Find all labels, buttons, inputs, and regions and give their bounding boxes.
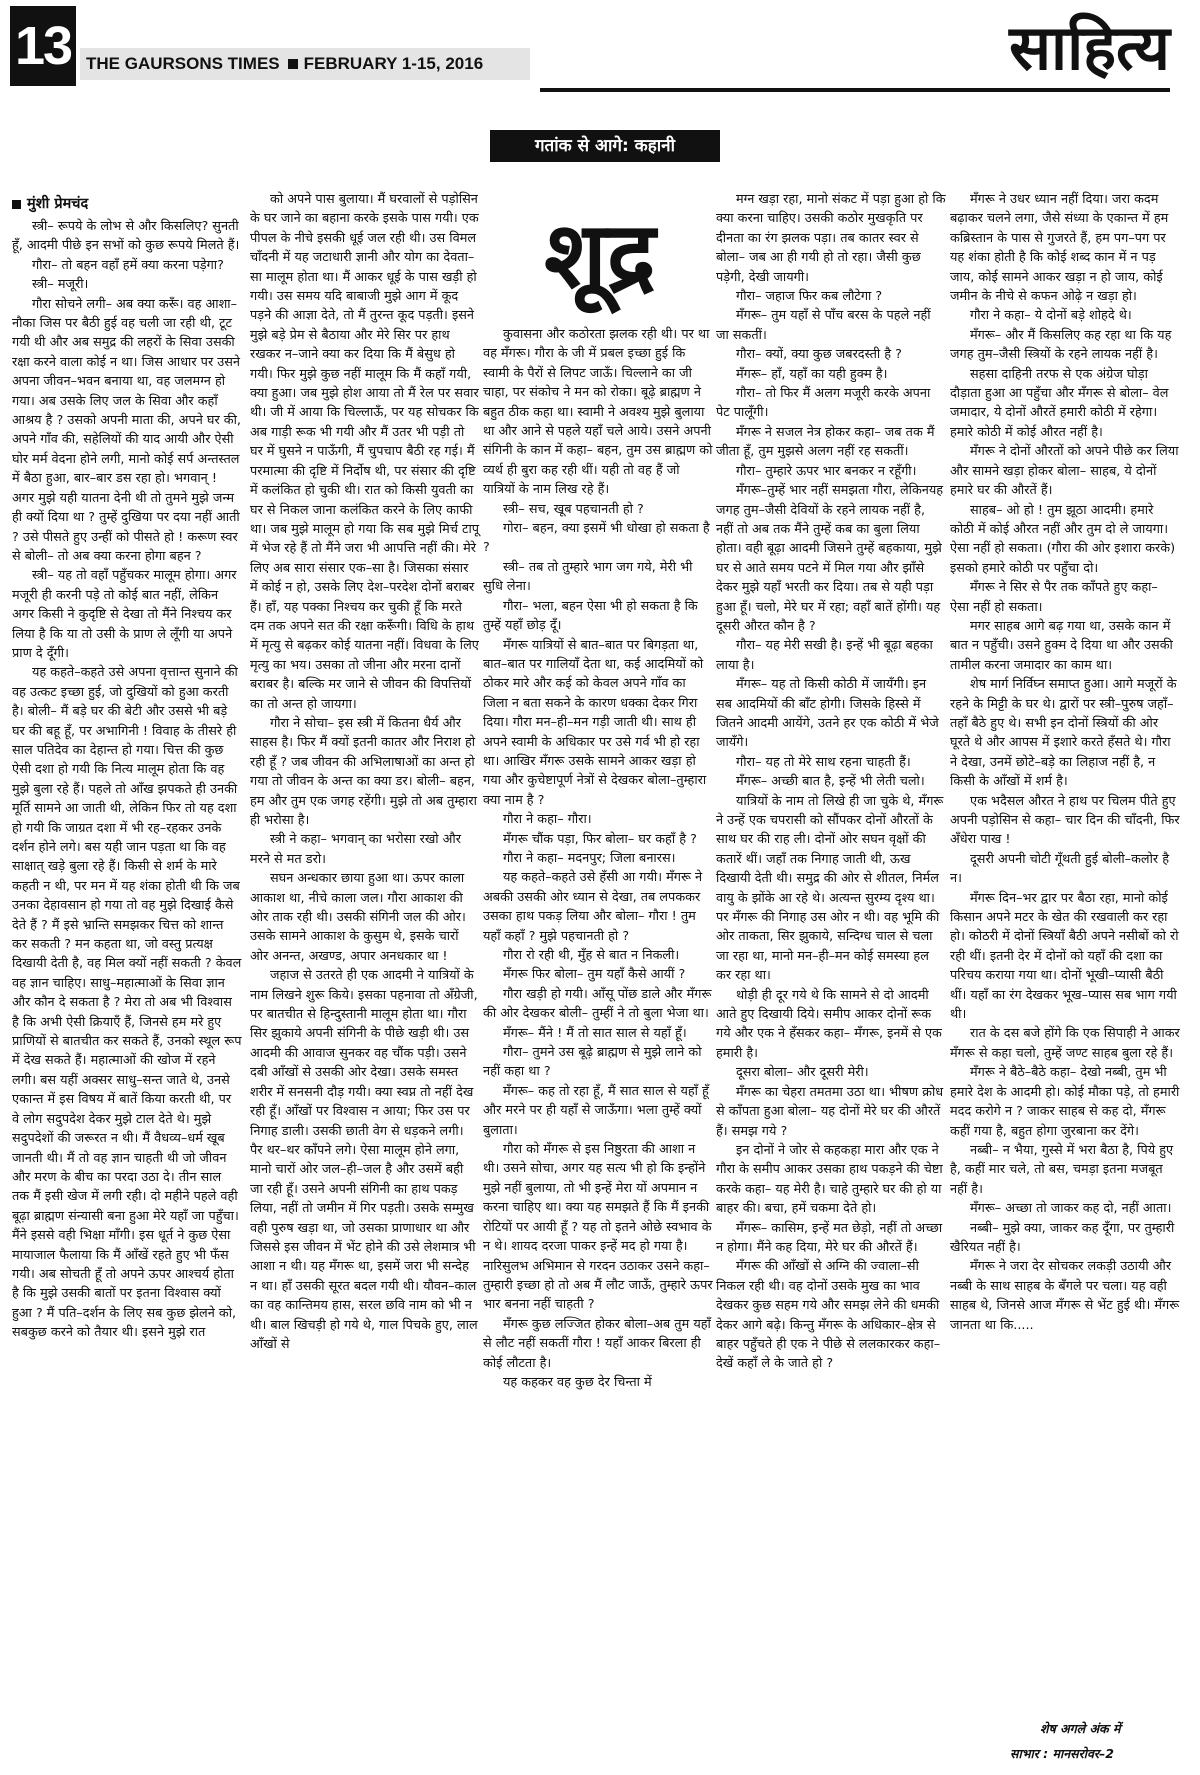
paragraph: गौरा ने सोचा– इस स्त्री में कितना धैर्य और साहस है। फिर मैं क्यों इतनी कातर और निराश हो रही हूँ ? जब जीवन की अभिलाषाओं का अन्त हो गया तो जीवन के अन्त का क्या डर। बोली– बहन, हम और तुम एक जगह रहेंगी। मुझे तो अब तुम्हारा ही भरोसा है। (250, 715, 477, 828)
page-header (0, 0, 1200, 90)
paragraph: सहसा दाहिनी तरफ से एक अंग्रेज घोड़ा दौड़ाता हुआ आ पहुँचा और मँगरू से बोला– वेल जमादार, ये दोनों औरतें हमारी कोठी में रहेगा। हमारे कोठी में कोई औरत नहीं है। (950, 366, 1169, 440)
paragraph: गौरा– तो बहन वहाँ हमें क्या करना पड़ेगा? (32, 257, 224, 273)
header-rule (540, 88, 1170, 92)
paragraph: गौरा खड़ी हो गयी। आँसू पोंछ डाले और मँगरू की ओर देखकर बोली– तुम्हीं ने तो बुला भेजा था। (483, 986, 712, 1022)
paragraph: मँगरू– मैंने ! मैं तो सात साल से यहाँ हूँ। (503, 1025, 687, 1041)
paragraph: गौरा ने कहा– गौरा। (503, 812, 592, 828)
paragraph: गौरा को मँगरू से इस निष्ठुरता की आशा न थी। उसने सोचा, अगर यह सत्य भी हो कि इन्होंने मुझे नहीं बुलाया, तो भी इन्हें मेरा यों अपमान न करना चाहिए था। क्या यह समझते हैं कि मैं इनकी रोटियों पर आयी हूँ ? यह तो इतने ओछे स्वभाव के न थे। शायद दरजा पाकर इन्हें मद हो गया है। नारिसुलभ अभिमान से गरदन उठाकर उसने कहा– तुम्हारी इच्छा हो तो अब मैं लौट जाऊँ, तुम्हारे ऊपर भार बनना नहीं चाहती ? (483, 1142, 713, 1313)
paragraph: मँगरू– कासिम, इन्हें मत छेड़ो, नहीं तो अच्छा न होगा। मैंने कह दिया, मेरे घर की औरतें हैं। (716, 1220, 943, 1255)
paragraph: मँगरू ने सिर से पैर तक काँपते हुए कहा– ऐसा नहीं हो सकता। (950, 580, 1158, 615)
author-byline (12, 193, 242, 215)
paragraph: मँगरू फिर बोला– तुम यहाँ कैसे आयीं ? (503, 967, 686, 983)
paragraph: को अपने पास बुलाया। मैं घरवालों से पड़ोसिन के घर जाने का बहाना करके इसके पास गयी। एक पीपल के नीचे इसकी धूई जल रही थी। उस विमल चाँदनी में यह जटाधारी ज्ञानी और योग का देवता–सा मालूम होता था। मैं आकर धूई के पास खड़ी हो गयी। उस समय यदि बाबाजी मुझे आग में कूद पड़ने की आज्ञा देते, तो मैं तुरन्त कूद पड़ती। इसने मुझे बड़े प्रेम से बैठाया और मेरे सिर पर हाथ रखकर न–जाने क्या कर दिया कि मैं बेसुध हो गयी। फिर मुझे कुछ नहीं मालूम कि मैं कहाँ गयी, क्या हुआ। जब मुझे होश आया तो मैं रेल पर सवार थी। जी में आया कि चिल्लाऊँ, पर यह सोचकर कि अब गाड़ी रूक भी गयी और मैं उतर भी पड़ी तो घर में घुसने न पाऊँगी, मैं चुपचाप बैठी रह गई। मैं परमात्मा की दृष्टि में निर्दोष थी, पर संसार की दृष्टि में कलंकित हो चुकी थी। रात को किसी युवती का घर से निकल जाना कलंकित करने के लिए काफी था। जब मुझे मालूम हो गया कि सब मुझे मिर्च टापू में भेज रहे हैं तो मैंने जरा भी आपत्ति नहीं की। मेरे लिए अब सारा संसार एक–सा है। जिसका संसार में कोई न हो, उसके लिए देश–परदेश दोनों बराबर हैं। हाँ, यह पक्का निश्चय कर चुकी हूँ कि मरते दम तक अपने सत की रक्षा करूँगी। विधि के हाथ में मृत्यु से बढ़कर कोई यातना नहीं। विधवा के लिए मृत्यु का भय। उसका तो जीना और मरना दानों बराबर है। बल्कि मर जाने से जीवन की विपत्तियों का तो अन्त हो जायगा। (250, 192, 480, 712)
paragraph: मँगरू कुछ लज्जित होकर बोला–अब तुम यहाँ से लौट नहीं सकतीं गौरा ! यहाँ आकर बिरला ही कोई लौटता है। (483, 1316, 711, 1371)
paragraph: गौरा– यह तो मेरे साथ रहना चाहती हैं। (736, 754, 911, 770)
paragraph: थोड़ी ही दूर गये थे कि सामने से दो आदमी आते हुए दिखायी दिये। समीप आकर दोनों रूक गये और एक ने हँसकर कहा– मँगरू, इनमें से एक हमारी है। (716, 987, 942, 1061)
paragraph: मँगरू– कह तो रहा हूँ, मैं सात साल से यहाँ हूँ और मरने पर ही यहाँ से जाऊँगा। भला तुम्हें क्यों बुलाता। (483, 1083, 709, 1138)
story-title: शूद्र (544, 201, 656, 309)
paragraph: मँगरू दिन–भर द्वार पर बैठा रहा, मानो कोई किसान अपने मटर के खेत की रखवाली कर रहा हो। कोठरी में दोनों स्त्रियाँ बैठी अपने नसीबों को रो रही थीं। इतनी देर में दोनों को यहाँ की दशा का परिचय कराया गया था। दोनों भूखी–प्यासी बैठी थीं। यहाँ का रंग देखकर भूख–प्यास सब भाग गयी थी। (950, 890, 1179, 1023)
paragraph: मँगरू–तुम्हें भार नहीं समझता गौरा, लेकिनयह जगह तुम–जैसी देवियों के रहने लायक नहीं है, नहीं तो अब तक मैंने तुम्हें कब का बुला लिया होता। वही बूढ़ा आदमी जिसने तुम्हें बहकाया, मुझे घर से आते समय पटने में मिल गया और झाँसे देकर मुझे यहाँ भरती कर दिया। तब से यही पड़ा हुआ हूँ। चलो, मेरे घर में रहा; वहाँ बातें होंगी। यह दूसरी औरत कौन है ? (716, 483, 944, 634)
article-column-1 (12, 193, 242, 1343)
paragraph: साहब– ओ हो ! तुम झूठा आदमी। हमारे कोठी में कोई औरत नहीं और तुम दो ले जायगा। ऐसा नहीं हो सकता। (गौरा की ओर इशारा करके) इसको हमारे कोठी पर पहुँचा दो। (950, 502, 1176, 576)
continued-note: शेष अगले अंक में (1040, 1721, 1121, 1736)
paragraph: गोरा– बहन, क्या इसमें भी धोखा हो सकता है ? (483, 521, 710, 556)
paragraph: मँगरू– और मैं किसलिए कह रहा था कि यह जगह तुम–जैसी स्त्रियों के रहने लायक नहीं है। (950, 327, 1172, 363)
paragraph: शेष मार्ग निर्विघ्न समाप्त हुआ। आगे मजूरों के रहने के मिट्टी के घर थे। द्वारों पर स्त्री–पुरुष जहाँ–तहाँ बैठे हुए थे। सभी इन दोनों स्त्रियों की ओर घूरते थे और आपस में इशारे करते हँसते थे। गौरा ने देखा, उनमें छोटे–बड़े का लिहाज नहीं है, न किसी के आँखों में शर्म है। (950, 677, 1177, 790)
paragraph: गौरा– यह मेरी सखी है। इन्हें भी बूढ़ा बहका लाया है। (716, 638, 933, 673)
paragraph: स्त्री– रूपये के लोभ से और किसलिए? सुनती हूँ, आदमी पीछे इन सभों को कुछ रूपये मिलते हैं। (12, 219, 240, 254)
paragraph: स्त्री ने कहा– भगवान् का भरोसा रखो और मरने से मत डरो। (250, 832, 461, 867)
paragraph: रात के दस बजे होंगे कि एक सिपाही ने आकर मँगरू से कहा चलो, तुम्हें जण्ट साहब बुला रहे हैं। (950, 1026, 1180, 1061)
paragraph: गौरा सोचने लगी– अब क्या करूँ। वह आशा–नौका जिस पर बैठी हुई वह चली जा रही थी, टूट गयी थी और अब समुद्र की लहरों के सिवा उसकी रक्षा करने वाला कोई न था। जिस आधार पर उसने अपना जीवन–भवन बनाया था, वह जलमग्न हो गया। अब उसके लिए जल के सिवा और कहाँ आश्रय है ? उसको अपनी माता की, अपने घर की, अपने गाँव की, सहेलियों की याद आयी और ऐसी घोर मर्म वेदना होने लगी, मानो कोई सर्प अन्तस्तल में बैठा हुआ, बार–बार डस रहा हो। भगवान् ! अगर मुझे यही यातना देनी थी तो तुमने मुझे जन्म ही क्यों दिया था ? तुम्हें दुखिया पर दया नहीं आती ? उसे पीसते हुए उन्हीं को पीसते हो ! करूण स्वर से बोली– तो अब क्या करना होगा बहन ? (12, 296, 241, 564)
article-column-5 (950, 190, 1180, 1335)
square-bullet-icon (12, 200, 21, 209)
paragraph: यह कहते–कहते उसे हँसी आ गयी। मँगरू ने अबकी उसकी ओर ध्यान से देखा, तब लपककर उसका हाथ पकड़ लिया और बोला– गौरा ! तुम यहाँ कहाँ ? मुझे पहचानती हो ? (483, 870, 703, 944)
paragraph: मँगरू यात्रियों से बात–बात पर बिगड़ता था, बात–बात पर गालियाँ देता था, कई आदमियों को ठोकर मारे और कई को केवल अपने गाँव का जिला न बता सकने के कारण धक्का देकर गिरा दिया। गौरा मन–ही–मन गड़ी जाती थी। साथ ही अपने स्वामी के अधिकार पर उसे गर्व भी हो रहा था। आखिर मँगरू उसके सामने आकर खड़ा हो गया और कुचेष्टापूर्ण नेत्रों से देखकर बोला–तुम्हारा क्या नाम है ? (483, 637, 707, 808)
paragraph: गौरा– क्यों, क्या कुछ जबरदस्ती है ? (736, 347, 902, 363)
masthead-bar (80, 48, 530, 80)
paragraph: इन दोनों ने जोर से कहकहा मारा और एक ने गौरा के समीप आकर उसका हाथ पकड़ने की चेष्टा करके कहा– यह मेरी है। चाहे तुम्हारे घर की हो या बाहर की। बचा, हमें चकमा देते हो। (716, 1142, 943, 1217)
paragraph: स्त्री– सच, खूब पहचानती हो ? (503, 501, 644, 517)
paragraph: यह कहकर वह कुछ देर चिन्ता में (503, 1374, 652, 1390)
paragraph: गौरा– तो फिर मैं अलग मजूरी करके अपना पेट पालूँगी। (716, 386, 931, 421)
paragraph: एक भदैसल औरत ने हाथ पर चिलम पीते हुए अपनी पड़ोसिन से कहा– चार दिन की चाँदनी, फिर अँधेरा पाख ! (950, 793, 1180, 848)
paragraph: मँगरू का चेहरा तमतमा उठा था। भीषण क्रोध से काँपता हुआ बोला– यह दोनों मेरे घर की औरतें हैं। समझ गये ? (716, 1084, 944, 1139)
article-column-4 (716, 190, 946, 1374)
paragraph: दूसरी अपनी चोटी गूँथती हुई बोली–कलोर है न। (950, 851, 1169, 887)
paragraph: स्त्री– यह तो वहाँ पहुँचकर मालूम होगा। अगर मजूरी ही करनी पड़े तो कोई बात नहीं, लेकिन अगर किसी ने कुदृष्टि से देखा तो मैंने निश्चय कर लिया है कि या तो उसी के प्राण ले लूँगी या अपने प्राण दे दूँगी। (12, 568, 237, 661)
paragraph: गौरा– तुमने उस बूढ़े ब्राह्मण से मुझे लाने को नहीं कहा था ? (483, 1045, 702, 1080)
paragraph: मँगरू की आँखों से अग्नि की ज्वाला–सी निकल रही थी। वह दोनों उसके मुख का भाव देखकर कुछ सहम गये और समझ लेने की धमकी देकर आगे बढ़े। किन्तु मँगरू के अधिकार–क्षेत्र से बाहर पहुँचते ही एक ने पीछे से ललकारकर कहा– देखें कहाँ ले के जाते हो ? (716, 1259, 941, 1372)
paragraph: नब्बी– न भैया, गुस्से में भरा बैठा है, पिये हुए है, कहीं मार चले, तो बस, चमड़ा इतना मजबूत नहीं है। (950, 1142, 1174, 1197)
paragraph: नब्बी– मुझे क्या, जाकर कह दूँगा, पर तुम्हारी खैरियत नहीं है। (950, 1220, 1175, 1255)
paragraph: गौरा– भला, बहन ऐसा भी हो सकता है कि तुम्हें यहाँ छोड़ दूँ। (483, 598, 698, 634)
paragraph: गौरा रो रही थी, मुँह से बात न निकली। (503, 948, 680, 963)
masthead-title: THE GAURSONS TIMES (86, 54, 280, 73)
paragraph: मँगरू ने बैठे–बैठे कहा– देखो नब्बी, तुम भी हमारे देश के आदमी हो। कोई मौका पड़े, तो हमारी मदद करोगे न ? जाकर साहब से कह दो, मँगरू कहीं गया है, बहुत होगा जुरबाना कर देंगे। (950, 1065, 1180, 1139)
page-number: 13 (10, 6, 76, 86)
paragraph: यात्रियों के नाम तो लिखे ही जा चुके थे, मँगरू ने उन्हें एक चपरासी को सौंपकर दोनों औरतों के साथ घर की राह ली। दोनों ओर सघन वृक्षों की कतारें थीं। जहाँ तक निगाह जाती थी, ऊख दिखायी देती थी। समुद्र की ओर से शीतल, निर्मल वायु के झोंके आ रहे थे। अत्यन्त सुरम्य दृश्य था। पर मँगरू की निगाह उस ओर न थी। वह भूमि की ओर ताकता, सिर झुकाये, सन्दिग्ध चाल से चला जा रहा था, मानो मन–ही–मन कोई समस्या हल कर रहा था। (716, 793, 944, 984)
paragraph: मगर साहब आगे बढ़ गया था, उसके कान में बात न पहुँची। उसने हुक्म दे दिया था और उसकी तामील करना जमादार का काम था। (950, 618, 1173, 673)
author-name: मुंशी प्रेमचंद (27, 196, 89, 212)
paragraph: मँगरू– तुम यहाँ से पाँच बरस के पहले नहीं जा सकतीं। (716, 308, 931, 343)
paragraph: गौरा ने कहा– मदनपुर; जिला बनारस। (503, 850, 676, 866)
paragraph: गौरा– जहाज फिर कब लौटेगा ? (736, 289, 883, 305)
continued-story-banner: गतांक से आगे: कहानी (490, 130, 720, 162)
paragraph: मँगरू चौंक पड़ा, फिर बोला– घर कहाँ है ? (503, 831, 697, 847)
issue-date: FEBRUARY 1-15, 2016 (303, 54, 484, 73)
paragraph: मँगरू– हाँ, यहाँ का यही हुक्म है। (736, 366, 888, 382)
paragraph: मँगरू– अच्छा तो जाकर कह दो, नहीं आता। (970, 1201, 1172, 1217)
paragraph: मँगरू ने उधर ध्यान नहीं दिया। जरा कदम बढ़ाकर चलने लगा, जैसे संध्या के एकान्त में हम कब्रिस्तान के पास से गुजरते हैं, हम पग–पग पर यह शंका होती है कि कोई शब्द कान में न पड़ जाय, कोई सामने आकर खड़ा न हो जाय, कोई जमीन के नीचे से कफन ओढ़े न खड़ा हो। (950, 192, 1169, 305)
paragraph: दूसरा बोला– और दूसरी मेरी। (736, 1065, 869, 1081)
paragraph: गौरा ने कहा– ये दोनों बड़े शोहदे थे। (970, 308, 1132, 324)
article-column-3 (483, 325, 713, 1392)
section-title: साहित्य (1009, 11, 1170, 84)
paragraph: मँगरू– अच्छी बात है, इन्हें भी लेती चलो। (736, 774, 925, 790)
paragraph: जहाज से उतरते ही एक आदमी ने यात्रियों के नाम लिखने शुरू किये। इसका पहनावा तो अँग्रेजी, पर बातचीत से हिन्दुस्तानी मालूम होता था। गौरा सिर झुकाये अपनी संगिनी के पीछे खड़ी थी। उस आदमी की आवाज सुनकर वह चौंक पड़ी। उसने दबी आँखों से उसकी ओर देखा। उसके समस्त शरीर में सनसनी दौड़ गयी। क्या स्वप्न तो नहीं देख रही हूँ। आँखों पर विश्वास न आया; फिर उस पर निगाह डाली। उसकी छाती वेग से धड़कने लगी। पैर थर–थर काँपने लगे। ऐसा मालूम होने लगा, मानो चारों ओर जल–ही–जल है और उसमें बही जा रही हूँ। उसने अपनी संगिनी का हाथ पकड़ लिया, नहीं तो जमीन में गिर पड़ती। उसके सम्मुख वही पुरुष खड़ा था, जो उसका प्राणाधार था और जिससे इस जीवन में भेंट होने की उसे लेशमात्र भी आशा न थी। यह मँगरू था, इसमें जरा भी सन्देह न था। हाँ उसकी सूरत बदल गयी थी। यौवन–काल का वह कान्तिमय हास, सरल छवि नाम को भी न थी। बाल खिचड़ी हो गये थे, गाल पिचके हुए, लाल आँखों से (250, 968, 478, 1352)
paragraph: मँगरू ने सजल नेत्र होकर कहा– जब तक मैं जीता हूँ, तुम मुझसे अलग नहीं रह सकतीं। (716, 424, 935, 460)
paragraph: स्त्री– मजूरी। (32, 277, 89, 293)
paragraph: मँगरू ने जरा देर सोचकर लकड़ी उठायी और नब्बी के साथ साहब के बँगले पर चला। यह वही साहब थे, जिनसे आज मँगरू से भेंट हुई थी। मँगरू जानता था कि..... (950, 1259, 1180, 1333)
article-column-2 (250, 190, 480, 1354)
paragraph: मग्न खड़ा रहा, मानो संकट में पड़ा हुआ हो कि क्या करना चाहिए। उसकी कठोर मुखकृति पर दीनता का रंग झलक पड़ा। तब कातर स्वर से बोला– जब आ ही गयी हो तो रहा। जैसी कुछ पड़ेगी, देखी जायगी। (716, 192, 946, 285)
paragraph: मँगरू ने दोनों औरतों को अपने पीछे कर लिया और सामने खड़ा होकर बोला– साहब, ये दोनों हमारे घर की औरतें हैं। (950, 444, 1179, 499)
square-bullet-icon (288, 59, 298, 69)
paragraph: सघन अन्धकार छाया हुआ था। ऊपर काला आकाश था, नीचे काला जल। गौरा आकाश की ओर ताक रही थी। उसकी संगिनी जल की ओर। उसके सामने आकाश के कुसुम थे, इसके चारों ओर अनन्त, अखण्ड, अपार अनधकार था ! (250, 871, 466, 964)
paragraph: गौरा– तुम्हारे ऊपर भार बनकर न रहूँगी। (736, 463, 917, 479)
paragraph: स्त्री– तब तो तुम्हारे भाग जग गये, मेरी भी सुधि लेना। (483, 559, 693, 595)
paragraph: यह कहते–कहते उसे अपना वृत्तान्त सुनाने की वह उत्कट इच्छा हुई, जो दुखियों को हुआ करती है। बोली– मैं बड़े घर की बेटी और उससे भी बड़े घर की बहू हूँ, पर अभागिनी ! विवाह के तीसरे ही साल पतिदेव का देहान्त हो गया। चित्त की कुछ ऐसी दशा हो गयी कि नित्य मालूम होता कि वह मुझे बुला रहे हैं। पहले तो आँख झपकते ही उनकी मूर्ति सामने आ जाती थी, लेकिन फिर तो यह दशा हो गयी कि जाग्रत दशा में भी रह–रहकर उनके दर्शन होने लगे। बस यही जान पड़ता था कि वह साक्षात् खड़े बुला रहे हैं। किसी से शर्म के मारे कहती न थी, पर मन में यह शंका होती थी कि जब उनका देहावसान हो गया तो वह मुझे दिखाई कैसे देते हैं ? मैं इसे भ्रान्ति समझकर चित्त को शान्त कर सकती ? मन कहता था, जो वस्तु प्रत्यक्ष दिखायी देती है, वह मिल क्यों नहीं सकती ? केवल वह ज्ञान चाहिए। साधु–महात्माओं के सिवा ज्ञान और कौन दे सकता है ? मेरा तो अब भी विश्वास है कि अभी ऐसी क्रियाएँ हैं, जिनसे हम मरे हुए प्राणियों से बातचीत कर सकते हैं, उनको स्थूल रूप में देख सकते हैं। महात्माओं की खोज में रहने लगी। बस यहीं अक्सर साधु–सन्त जाते थे, उनसे एकान्त में इस विषय में बातें किया करती थी, पर वे लोग सदुपदेश देकर मुझे टाल देते थे। मुझे सदुपदेशों की जरूरत न थी। मैं वैधव्य–धर्म खूब जानती थी। मैं तो वह ज्ञान चाहती थी जो जीवन और मरण के बीच का परदा उठा दे। तीन साल तक मैं इसी खेज में लगी रही। दो महीने पहले वही बूढ़ा ब्राह्मण संन्यासी बना हुआ मेरे यहाँ जा पहुँचा। मैंने इससे वही भिक्षा माँगी। इस धूर्त ने कुछ ऐसा मायाजाल फैलाया कि मैं आँखें रहते हुए भी फँस गयी। अब सोचती हूँ तो अपने ऊपर आश्चर्य होता है कि मुझे उसकी बातों पर इतना विश्वास क्यों हुआ ? मैं पति–दर्शन के लिए सब कुछ झेलने को, सबकुछ करने को तैयार थी। इसने मुझे रात (12, 665, 242, 1341)
paragraph: मँगरू– यह तो किसी कोठी में जायँगी। इन सब आदमियों की बाँट होगी। जिसके हिस्से में जितने आदमी आयेंगे, उतने हर एक कोठी में भेजे जायँगे। (716, 677, 939, 751)
source-credit: साभार : मानसरोवर–2 (1010, 1746, 1114, 1761)
paragraph: कुवासना और कठोरता झलक रही थी। पर था वह मँगरू। गौरा के जी में प्रबल इच्छा हुई कि स्वामी के पैरों से लिपट जाऊँ। चिल्लाने का जी चाहा, पर संकोच ने मन को रोका। बूढ़े ब्राह्मण ने बहुत ठीक कहा था। स्वामी ने अवश्य मुझे बुलाया था और आने से पहले यहाँ चले आये। उसने अपनी संगिनी के कान में कहा– बहन, तुम उस ब्राह्मण को व्यर्थ ही बुरा कह रही थीं। यही तो वह हैं जो यात्रियों के नाम लिख रहे हैं। (483, 327, 713, 498)
